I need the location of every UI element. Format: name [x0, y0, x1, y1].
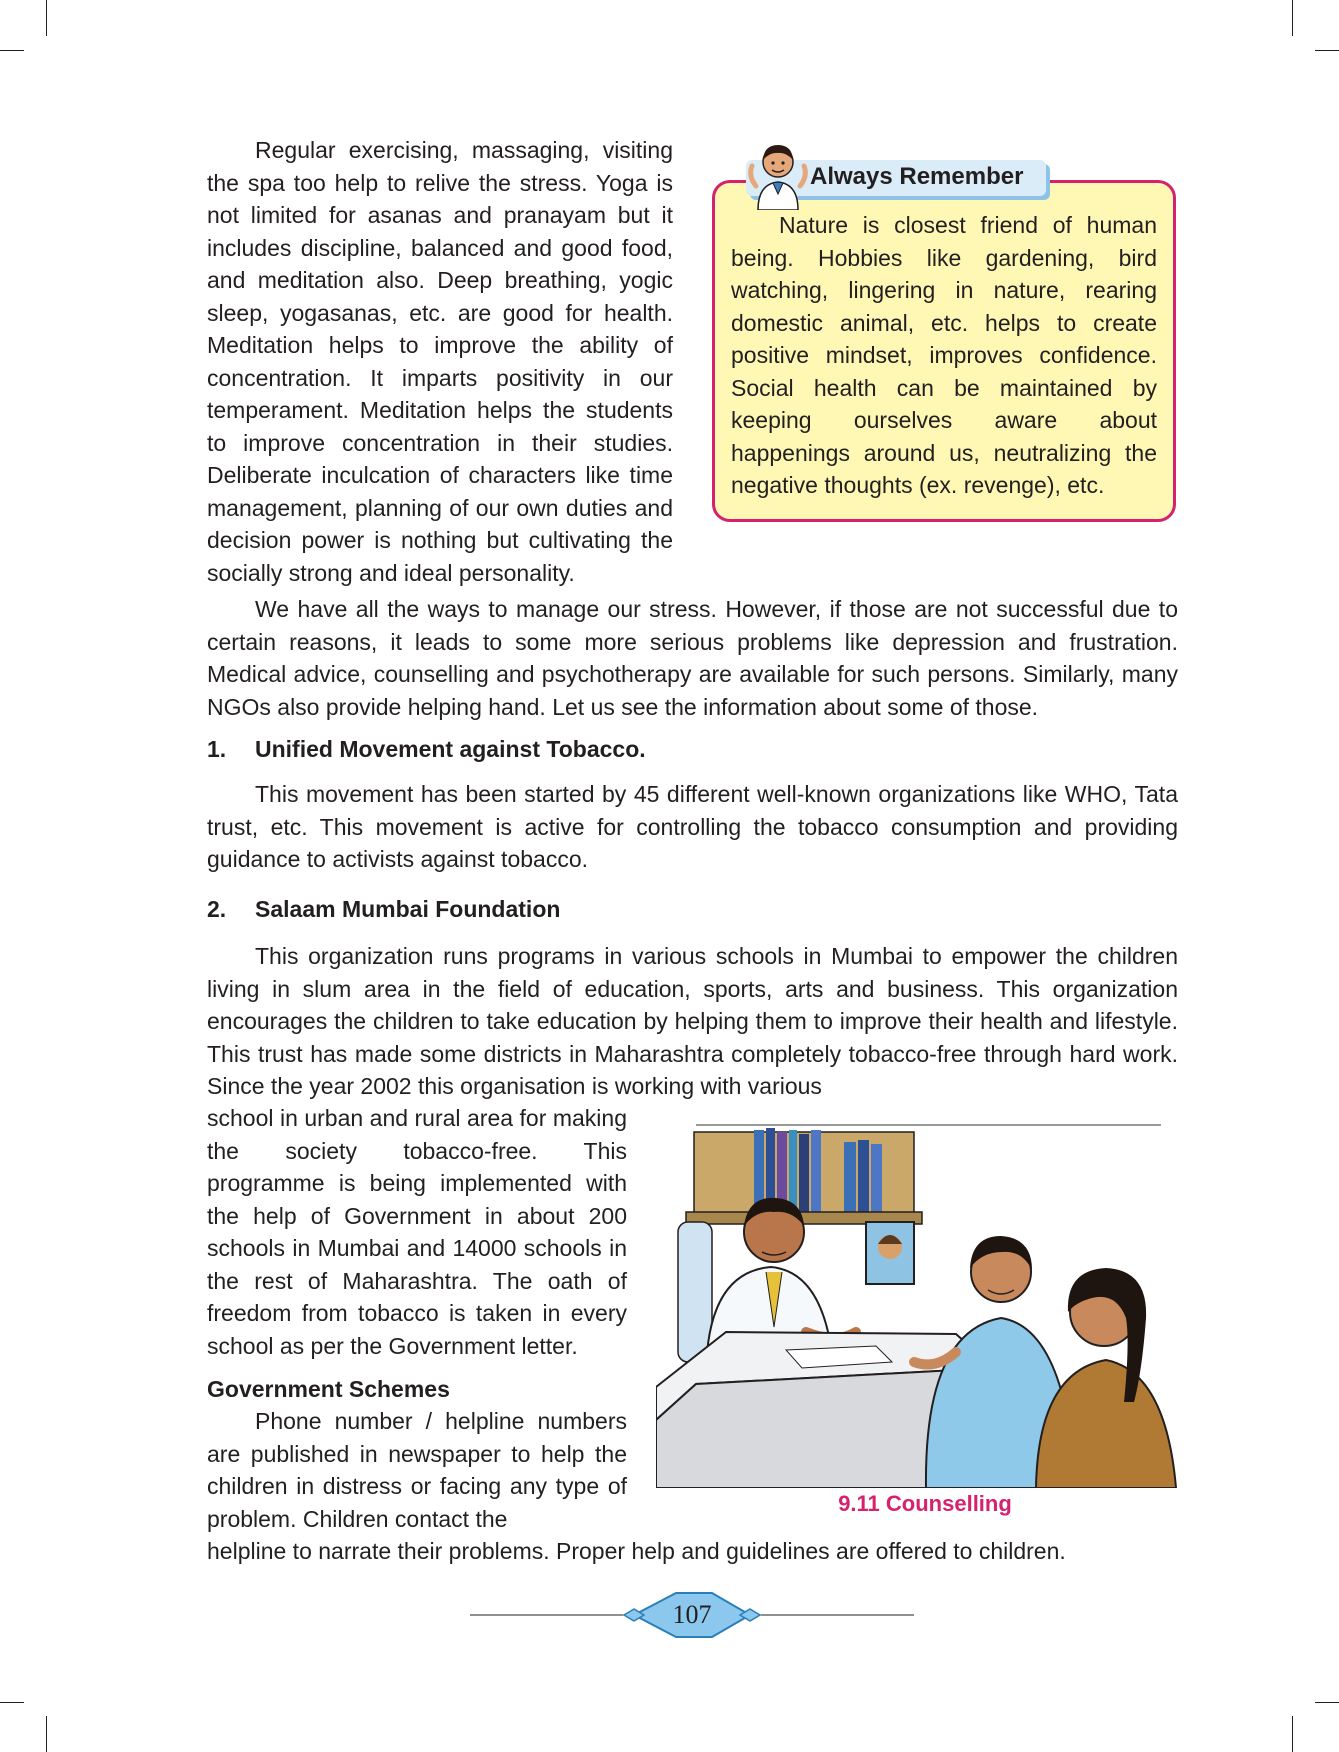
- government-schemes-paragraph-continued: helpline to narrate their problems. Proper help and guidelines are offered to children.: [207, 1538, 1066, 1564]
- section-title: Salaam Mumbai Foundation: [255, 896, 561, 922]
- section-title: Unified Movement against Tobacco.: [255, 736, 646, 762]
- crop-mark: [1315, 50, 1339, 51]
- page-number: 107: [672, 1600, 712, 1629]
- always-remember-title: Always Remember: [810, 163, 1024, 190]
- column-paragraph: Regular exercising, massaging, visiting the spa too help to relive the stress. Yoga is not limited for asanas and pranayam but it includes discipline, balanced and good food, and meditation also. Deep breathing, yogic sleep, yogasanas, etc. are good for health. Meditation helps to improve the ability of concentration. It imparts positivity in our temperament. Meditation helps the students to improve concentration in their studies. Deliberate inculcation of characters like time management, planning of our own duties and decision power is nothing but cultivating the socially strong and ideal personality.: [207, 137, 673, 586]
- government-schemes-heading: Government Schemes: [207, 1376, 450, 1402]
- crop-mark: [1292, 1716, 1293, 1752]
- crop-mark: [1315, 1702, 1339, 1703]
- section-paragraph: This movement has been started by 45 different well-known organizations like WHO, Tata trust, etc. This movement is active for controlling the tobacco consumption and providing guidance to activists against tobacco.: [207, 781, 1178, 872]
- student-icon: [742, 136, 814, 210]
- section-number: 2.: [207, 896, 227, 922]
- crop-mark: [0, 1702, 24, 1703]
- section-paragraph: This organization runs programs in various schools in Mumbai to empower the children living in slum area in the field of education, sports, arts and business. This organization encourages the children to take education by helping them to improve their health and lifestyle. This trust has made some districts in Maharashtra completely tobacco-free through hard work. Since the year 2002 this organisation is working with various: [207, 943, 1178, 1099]
- crop-mark: [46, 1716, 47, 1752]
- crop-mark: [46, 0, 47, 36]
- section-paragraph-continued: school in urban and rural area for making the society tobacco-free. This programme is being implemented with the help of Government in about 200 schools in Mumbai and 14000 schools in the rest of Maharashtra. The oath of freedom from tobacco is taken in every school as per the Government letter.: [207, 1105, 627, 1359]
- crop-mark: [1292, 0, 1293, 36]
- always-remember-box: [712, 180, 1176, 522]
- section-heading: [207, 733, 646, 765]
- figure-caption: 9.11 Counselling: [838, 1491, 1012, 1516]
- section-number: 1.: [207, 736, 227, 762]
- stress-paragraph: We have all the ways to manage our stress. However, if those are not successful due to certain reasons, it leads to some more serious problems like depression and frustration. Medical advice, counselling and psychotherapy are available for such persons. Similarly, many NGOs also provide helping hand. Let us see the information about some of those.: [207, 596, 1178, 720]
- always-remember-text: Nature is closest friend of human being. Hobbies like gardening, bird watching, lingering in nature, rearing domestic animal, etc. helps to create positive mindset, improves confidence. Social health can be maintained by keeping ourselves aware about happenings around us, neutralizing the negative thoughts (ex. revenge), etc.: [731, 212, 1157, 498]
- crop-mark: [0, 50, 24, 51]
- section-heading: [207, 893, 560, 925]
- counselling-illustration: [656, 1122, 1181, 1488]
- government-schemes-paragraph: Phone number / helpline numbers are published in newspaper to help the children in distress or facing any type of problem. Children contact the: [207, 1408, 627, 1532]
